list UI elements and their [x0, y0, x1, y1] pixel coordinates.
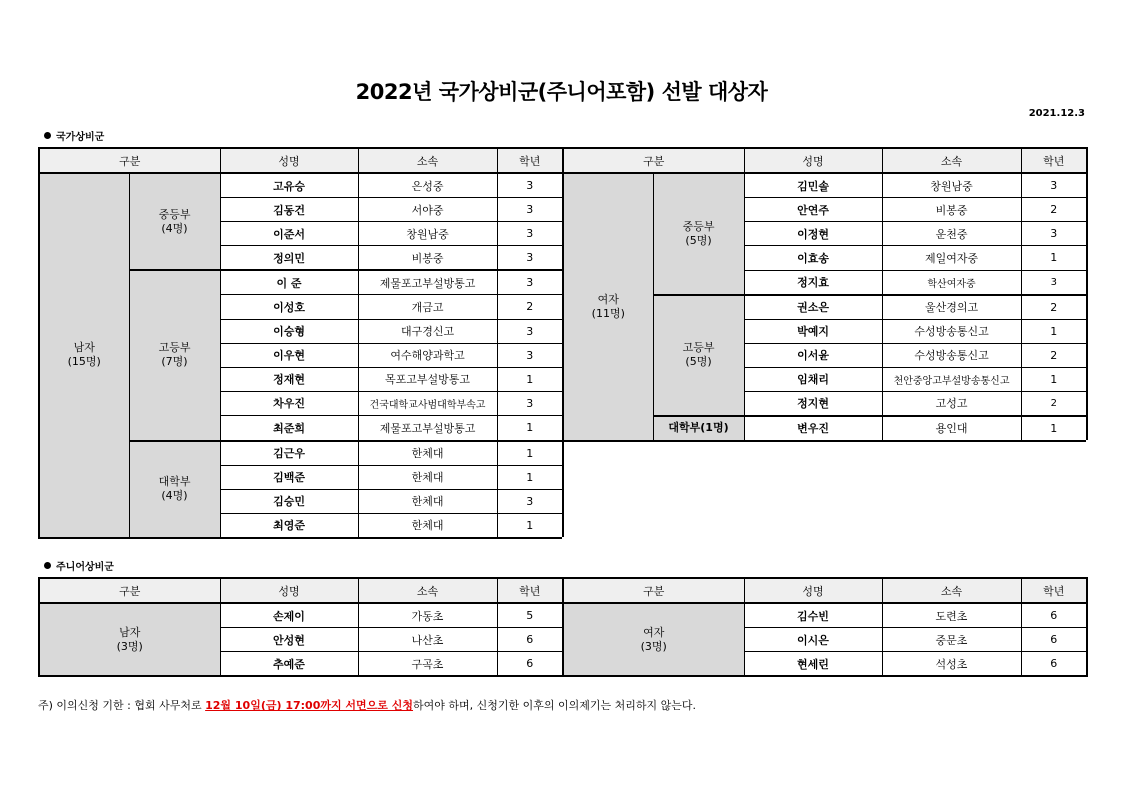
group-male-univ: 대학부 (4명): [129, 441, 220, 538]
player-grade: 1: [497, 465, 563, 489]
player-school: 대구경신고: [358, 319, 497, 343]
player-school: 나산초: [358, 628, 497, 652]
header-name: 성명: [220, 578, 358, 603]
player-grade: 2: [1021, 343, 1087, 367]
player-name: 최영준: [220, 513, 358, 538]
player-name: 이 준: [220, 270, 358, 295]
group-male-middle: 중등부 (4명): [129, 173, 220, 270]
player-grade: 6: [1021, 628, 1087, 652]
player-grade: 2: [1021, 295, 1087, 320]
player-name: 김근우: [220, 441, 358, 466]
section-junior: [44, 558, 114, 573]
junior-team-table: [38, 577, 1088, 677]
header-group: 구분: [39, 148, 220, 173]
player-grade: 3: [497, 391, 563, 416]
player-grade: 6: [1021, 652, 1087, 677]
player-school: 구곡초: [358, 652, 497, 677]
player-name: 김승민: [220, 489, 358, 513]
group-male: 남자 (15명): [39, 173, 129, 538]
player-school: 비봉중: [358, 246, 497, 271]
player-name: 정재현: [220, 367, 358, 391]
player-name: 차우진: [220, 391, 358, 416]
player-school: 울산경의고: [882, 295, 1021, 320]
player-name: 변우진: [744, 416, 882, 441]
player-school: 한체대: [358, 513, 497, 538]
player-grade: 1: [497, 513, 563, 538]
player-school: 용인대: [882, 416, 1021, 441]
player-grade: 2: [1021, 391, 1087, 416]
header-name: 성명: [744, 148, 882, 173]
table-row: [39, 603, 1087, 628]
player-name: 고유승: [220, 173, 358, 198]
player-school: 서야중: [358, 198, 497, 222]
player-name: 이승형: [220, 319, 358, 343]
header-grade: 학년: [497, 148, 563, 173]
player-name: 김민솔: [744, 173, 882, 198]
player-school: 한체대: [358, 465, 497, 489]
player-school: 제일여자중: [882, 246, 1021, 271]
player-name: 안연주: [744, 198, 882, 222]
player-name: 이준서: [220, 222, 358, 246]
player-grade: 3: [497, 222, 563, 246]
note-highlight: 12월 10일(금) 17:00까지 서면으로 신청: [205, 699, 414, 712]
player-name: 이우현: [220, 343, 358, 367]
player-name: 정의민: [220, 246, 358, 271]
document-date: 2021.12.3: [1028, 108, 1085, 119]
player-school: 고성고: [882, 391, 1021, 416]
player-grade: 1: [1021, 367, 1087, 391]
group-female-univ: 대학부(1명): [653, 416, 744, 441]
player-grade: 3: [1021, 270, 1087, 295]
player-name: 박예지: [744, 319, 882, 343]
player-grade: 3: [1021, 222, 1087, 246]
player-name: 추예준: [220, 652, 358, 677]
player-school: 건국대학교사범대학부속고: [358, 391, 497, 416]
player-name: 권소은: [744, 295, 882, 320]
bullet-icon: [44, 562, 51, 569]
player-name: 이정현: [744, 222, 882, 246]
player-name: 김백준: [220, 465, 358, 489]
player-grade: 3: [497, 198, 563, 222]
player-grade: 2: [497, 295, 563, 320]
player-grade: 3: [497, 246, 563, 271]
player-grade: 3: [497, 489, 563, 513]
national-team-table: [38, 147, 1088, 539]
note-suffix: 하여야 하며, 신청기한 이후의 이의제기는 처리하지 않는다.: [413, 699, 697, 712]
header-group: 구분: [563, 578, 744, 603]
player-school: 제물포고부설방통고: [358, 416, 497, 441]
player-grade: 6: [1021, 603, 1087, 628]
player-grade: 1: [497, 441, 563, 466]
section-national-label: 국가상비군: [56, 132, 105, 143]
player-grade: 3: [497, 319, 563, 343]
player-school: 목포고부설방통고: [358, 367, 497, 391]
group-junior-female: 여자 (3명): [563, 603, 744, 676]
player-name: 이성호: [220, 295, 358, 320]
section-junior-label: 주니어상비군: [56, 562, 114, 573]
player-school: 여수해양과학고: [358, 343, 497, 367]
player-name: 김동건: [220, 198, 358, 222]
player-school: 천안중앙고부설방송통신고: [882, 367, 1021, 391]
group-female-middle: 중등부 (5명): [653, 173, 744, 295]
player-name: 정지현: [744, 391, 882, 416]
table-row: [39, 441, 1087, 466]
player-grade: 3: [497, 270, 563, 295]
player-school: 비봉중: [882, 198, 1021, 222]
player-name: 손제이: [220, 603, 358, 628]
header-school: 소속: [882, 578, 1021, 603]
player-name: 이효송: [744, 246, 882, 271]
header-grade: 학년: [497, 578, 563, 603]
player-grade: 3: [497, 173, 563, 198]
player-school: 수성방송통신고: [882, 343, 1021, 367]
player-name: 임채리: [744, 367, 882, 391]
player-name: 현세린: [744, 652, 882, 677]
header-group: 구분: [39, 578, 220, 603]
player-school: 제물포고부설방통고: [358, 270, 497, 295]
header-name: 성명: [744, 578, 882, 603]
player-grade: 5: [497, 603, 563, 628]
group-female-high: 고등부 (5명): [653, 295, 744, 416]
empty-area: [563, 441, 1087, 538]
page-title: 2022년 국가상비군(주니어포함) 선발 대상자: [355, 80, 768, 104]
player-name: 안성현: [220, 628, 358, 652]
player-school: 창원남중: [358, 222, 497, 246]
header-school: 소속: [358, 578, 497, 603]
player-grade: 3: [497, 343, 563, 367]
player-grade: 6: [497, 628, 563, 652]
player-grade: 1: [1021, 319, 1087, 343]
player-grade: 1: [497, 416, 563, 441]
player-school: 수성방송통신고: [882, 319, 1021, 343]
player-grade: 1: [1021, 246, 1087, 271]
header-grade: 학년: [1021, 578, 1087, 603]
player-school: 창원남중: [882, 173, 1021, 198]
player-school: 가동초: [358, 603, 497, 628]
header-group: 구분: [563, 148, 744, 173]
group-female: 여자 (11명): [563, 173, 653, 441]
player-grade: 1: [1021, 416, 1087, 441]
player-grade: 6: [497, 652, 563, 677]
player-grade: 2: [1021, 198, 1087, 222]
group-male-high: 고등부 (7명): [129, 270, 220, 441]
player-school: 중문초: [882, 628, 1021, 652]
player-school: 은성중: [358, 173, 497, 198]
player-school: 석성초: [882, 652, 1021, 677]
note-prefix: 주) 이의신청 기한 : 협회 사무처로: [38, 699, 206, 712]
player-school: 개금고: [358, 295, 497, 320]
player-name: 최준희: [220, 416, 358, 441]
header-school: 소속: [882, 148, 1021, 173]
section-national: [44, 128, 104, 143]
player-grade: 1: [497, 367, 563, 391]
header-school: 소속: [358, 148, 497, 173]
bullet-icon: [44, 132, 51, 139]
group-junior-male: 남자 (3명): [39, 603, 220, 676]
player-school: 한체대: [358, 489, 497, 513]
player-school: 한체대: [358, 441, 497, 466]
player-name: 김수빈: [744, 603, 882, 628]
player-school: 도련초: [882, 603, 1021, 628]
deadline-note: [38, 697, 696, 713]
player-school: 학산여자중: [882, 270, 1021, 295]
player-school: 운천중: [882, 222, 1021, 246]
player-name: 이서윤: [744, 343, 882, 367]
player-name: 이시은: [744, 628, 882, 652]
player-grade: 3: [1021, 173, 1087, 198]
player-name: 정지효: [744, 270, 882, 295]
header-name: 성명: [220, 148, 358, 173]
header-grade: 학년: [1021, 148, 1087, 173]
